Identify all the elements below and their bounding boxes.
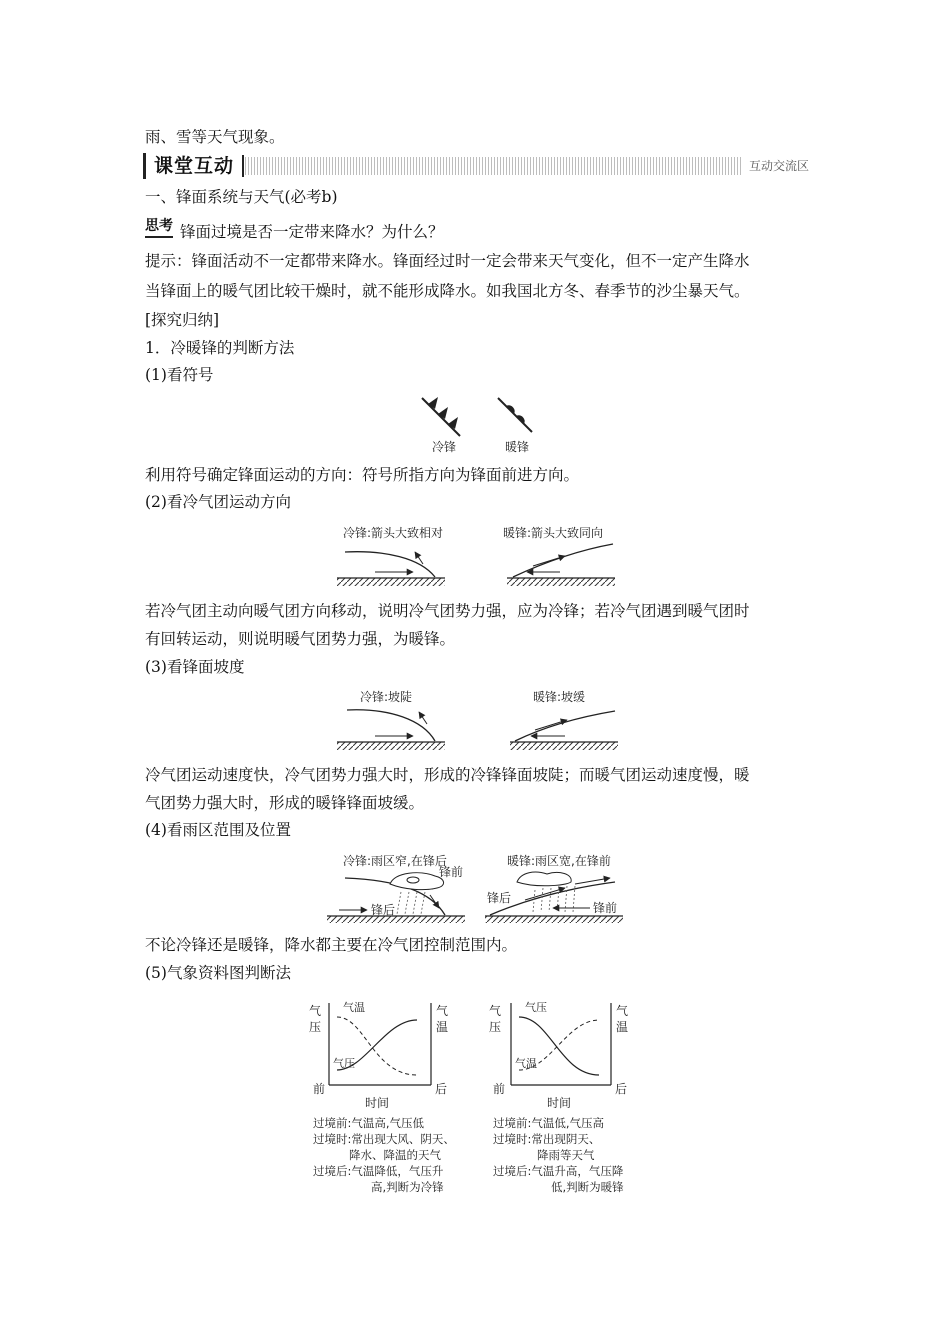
sub-3-heading: (3)看锋面坡度 (145, 658, 245, 676)
chart2-pressure-label-2: 压 (489, 1020, 502, 1034)
chart1-before: 前 (313, 1082, 326, 1096)
warm-front-symbol (498, 398, 532, 432)
fig2-cold-diagram (337, 552, 445, 586)
banner-stripe (239, 157, 817, 175)
warm-front-chart (489, 1000, 628, 1194)
sub-5-heading: (5)气象资料图判断法 (145, 964, 291, 982)
chart1-note-1: 过境前:气温高,气压低 (313, 1116, 425, 1130)
rain-area-figure (325, 850, 625, 925)
think-question: 锋面过境是否一定带来降水？为什么？ (180, 223, 444, 241)
chart1-curve-temp: 气温 (343, 1001, 365, 1014)
think-badge: 思考 (145, 218, 173, 238)
chart2-temperature-label-1: 气 (616, 1004, 629, 1018)
fig3-cold-title: 冷锋:坡陡 (360, 690, 413, 704)
point-1-heading: 1．冷暖锋的判断方法 (145, 339, 295, 357)
weather-data-figure (305, 995, 645, 1200)
chart1-after: 后 (435, 1082, 448, 1096)
sub-3-desc-1: 冷气团运动速度快，冷气团势力强大时，形成的冷锋锋面坡陡；而暖气团运动速度慢，暖 (145, 766, 750, 784)
chart2-curve-press: 气压 (525, 1001, 547, 1014)
section-banner (143, 153, 817, 179)
chart2-curve-temp: 气温 (515, 1057, 537, 1070)
chart1-curve-press: 气压 (333, 1057, 355, 1070)
chart1-note-5: 高,判断为冷锋 (371, 1180, 444, 1194)
sub-1-desc: 利用符号确定锋面运动的方向：符号所指方向为锋面前进方向。 (145, 466, 580, 484)
explore-label: [探究归纳] (145, 311, 220, 329)
warm-front-label: 暖锋 (505, 440, 530, 454)
chart2-note-4: 过境后:气温升高，气压降 (493, 1164, 624, 1178)
chart1-temperature-label-2: 温 (436, 1020, 449, 1034)
sub-4-desc: 不论冷锋还是暖锋，降水都主要在冷气团控制范围内。 (145, 936, 518, 954)
front-slope-figure (335, 686, 625, 754)
banner-tag: 互动交流区 (741, 157, 817, 175)
chart1-note-4: 过境后:气温降低，气压升 (313, 1164, 444, 1178)
sub-2-heading: (2)看冷气团运动方向 (145, 493, 291, 511)
chart2-note-1: 过境前:气温低,气压高 (493, 1116, 605, 1130)
chart2-note-3: 降雨等天气 (537, 1148, 595, 1162)
fig4-warm-front-label: 锋前 (593, 901, 618, 915)
fig2-warm-title: 暖锋:箭头大致同向 (503, 526, 604, 540)
chart2-before: 前 (493, 1082, 506, 1096)
chart2-note-5: 低,判断为暖锋 (551, 1180, 624, 1194)
fig2-warm-diagram (507, 544, 615, 586)
chart1-temperature-label-1: 气 (436, 1004, 449, 1018)
chart1-note-2: 过境时:常出现大风、阴天、 (313, 1132, 455, 1146)
hint-line-2: 当锋面上的暖气团比较干燥时，就不能形成降水。如我国北方冬、春季节的沙尘暴天气。 (145, 282, 750, 300)
fig4-warm-title: 暖锋:雨区宽,在锋前 (507, 854, 611, 868)
fig3-warm-title: 暖锋:坡缓 (533, 690, 586, 704)
sub-3-desc-2: 气团势力强大时，形成的暖锋锋面坡缓。 (145, 794, 425, 812)
front-symbols-figure (410, 392, 550, 457)
fig2-cold-title: 冷锋:箭头大致相对 (343, 526, 444, 540)
fig4-cold-front-label: 锋前 (439, 865, 464, 879)
chart2-time: 时间 (547, 1096, 572, 1110)
chart2-temperature-label-2: 温 (616, 1020, 629, 1034)
fig4-cold-back-label: 锋后 (371, 903, 396, 917)
cold-front-symbol (422, 397, 460, 436)
sub-1-heading: (1)看符号 (145, 366, 214, 384)
fig3-warm-diagram (510, 711, 618, 750)
chart1-note-3: 降水、降温的天气 (349, 1148, 441, 1162)
sub-2-desc-1: 若冷气团主动向暖气团方向移动，说明冷气团势力强，应为冷锋；若冷气团遇到暖气团时 (145, 602, 750, 620)
cold-front-label: 冷锋 (432, 440, 457, 454)
chart1-pressure-label-2: 压 (309, 1020, 322, 1034)
chart2-pressure-label-1: 气 (489, 1004, 502, 1018)
sub-2-desc-2: 有回转运动，则说明暖气团势力强，为暖锋。 (145, 630, 456, 648)
hint-line-1: 提示：锋面活动不一定都带来降水。锋面经过时一定会带来天气变化，但不一定产生降水 (145, 252, 750, 270)
chart2-after: 后 (615, 1082, 628, 1096)
sub-4-heading: (4)看雨区范围及位置 (145, 821, 291, 839)
fig4-cold-title: 冷锋:雨区窄,在锋后 (343, 854, 447, 868)
chart1-pressure-label-1: 气 (309, 1004, 322, 1018)
section-heading: 一、锋面系统与天气(必考b) (145, 188, 338, 206)
chart1-time: 时间 (365, 1096, 390, 1110)
banner-title: 课堂互动 (143, 153, 240, 179)
fig3-cold-diagram (337, 710, 445, 750)
fig4-warm-back-label: 锋后 (487, 891, 512, 905)
chart2-note-2: 过境时:常出现阴天、 (493, 1132, 601, 1146)
text-prev-line: 雨、雪等天气现象。 (145, 128, 285, 146)
cold-front-chart (309, 1000, 455, 1194)
fig4-cold-diagram (327, 873, 465, 923)
air-mass-movement-figure (335, 522, 625, 590)
